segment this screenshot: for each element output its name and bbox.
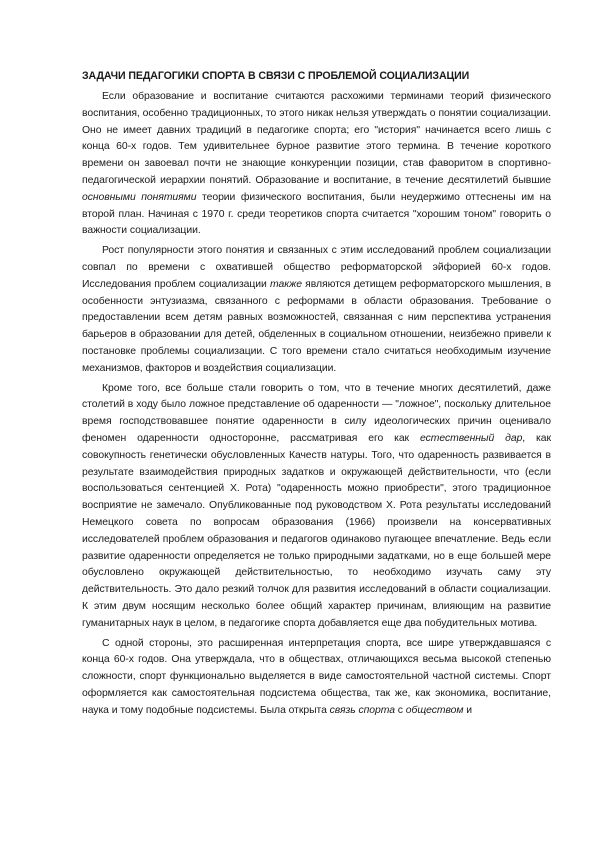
- text-run: Кроме того, все больше стали говорить о том, что в течение многих десятилетий, даже столетий в ходу было ложное представление об одаренности — "ложное", поскольку длительное время господствовавшее понятие одаренности в силу идеологических причин оценивало феномен одаренности односторонне, рассматривая его как: [82, 382, 551, 444]
- text-run: , как совокупность генетически обусловленных Качеств натуры. Того, что одаренность развивается в результате взаимодействия природных задатков и окружающей действительности, что (если воспользоваться сентенцией Х. Рота) "одаренность можно приобрести", этого традиционное восприятие не замечало. Опубликованные под руководством Х. Рота результаты исследований Немецкого совета по вопросам образования (1966) произвели на консервативных исследователей проблем образования и педагогов одинаково пугающее впечатление. Ведь если развитие одаренности определяется не только природными задатками, но в еще большей мере обусловлено окружающей действительностью, то необходимо изучать саму эту действительность. Это дало резкий толчок для развития исследований в области социализации. К этим двум носящим несколько более общий характер причинам, влияющим на развитие гуманитарных наук в целом, в педагогике спорта добавляется еще два побудительных мотива.: [82, 432, 551, 629]
- paragraph: [82, 243, 551, 377]
- text-run: являются детищем реформаторского мышления, в особенности энтузиазма, связанного с реформами в области образования. Требование о предоставлении всем детям равных возможностей, связанная с ним перспектива устранения барьеров в образовании для детей, обделенных в социальном отношении, неизбежно привели к постановке проблемы социализации. С того времени стало считаться необходимым изучение механизмов, факторов и воздействия социализации.: [82, 278, 552, 374]
- text-run: Если образование и воспитание считаются расхожими терминами теорий физического воспитания, особенно традиционных, то этого никак нельзя утверждать о понятии социализации. Оно не имеет давних традиций в педагогике спорта; его "история" начинается всего лишь с конца 60-х годов. Тем удивительнее бурное развитие этого термина. В течение короткого времени он завоевал почти не знающие конкуренции позиции, став фаворитом в спортивно-педагогической иерархии понятий. Образование и воспитание, в течение десятилетий бывшие: [82, 91, 551, 186]
- paragraph: [82, 381, 551, 633]
- text-run: с: [394, 704, 406, 716]
- text-run: теории физического воспитания, были неудержимо оттеснены им на второй план. Начиная с 1970 г. среди теоретиков спорта считается "хорошим тоном" говорить о важности социализации.: [82, 191, 552, 237]
- text-run: Рост популярности этого понятия и связанных с этим исследований проблем социализации совпал по времени с охватившей общество реформаторской эйфорией 60-х годов. Исследования проблем социализации: [82, 245, 551, 290]
- document-title: ЗАДАЧИ ПЕДАГОГИКИ СПОРТА В СВЯЗИ С ПРОБЛЕМОЙ СОЦИАЛИЗАЦИИ: [82, 70, 470, 82]
- paragraph: [82, 636, 551, 720]
- italic-phrase: естественный дар: [419, 432, 523, 444]
- italic-phrase: обществом: [405, 704, 464, 716]
- text-run: С одной стороны, это расширенная интерпретация спорта, все шире утверждавшаяся с конца 60-х годов. Она утверждала, что в обществах, отличающихся весьма высокой степенью сложности, спорт функционально выделяется в виде самостоятельной частной системы. Спорт оформляется как самостоятельная подсистема общества, так же, как экономика, воспитание, наука и тому подобные подсистемы. Была открыта: [82, 637, 551, 716]
- document-body: [82, 89, 551, 719]
- paragraph: [82, 89, 551, 240]
- italic-phrase: связь спорта: [329, 704, 395, 716]
- italic-phrase: основными понятиями: [82, 191, 197, 203]
- italic-phrase: также: [270, 278, 302, 290]
- text-run: и: [463, 704, 473, 716]
